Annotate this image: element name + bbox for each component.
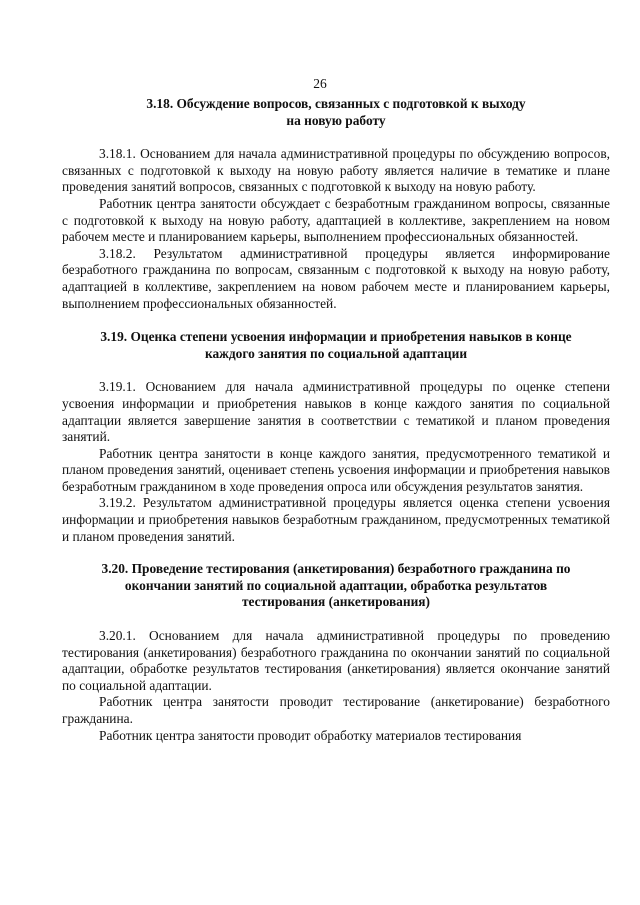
heading-line: окончании занятий по социальной адаптации, обработка результатов <box>124 577 548 593</box>
paragraph: 3.19.1. Основанием для начала административной процедуры по оценке степени усвоения информации и приобретения навыков в конце каждого занятия по социальной адаптации является завершение занятия в соответствии с тематикой и планом проведения занятий. <box>62 379 610 445</box>
paragraph: Работник центра занятости в конце каждого занятия, предусмотренного тематикой и планом проведения занятий, оценивает степень усвоения информации и приобретения навыков безработным гражданином в ходе проведения опроса или обсуждения результатов занятия. <box>62 445 610 494</box>
heading-line: 3.18. Обсуждение вопросов, связанных с подготовкой к выходу <box>146 96 526 111</box>
section-heading-3-19 <box>62 329 610 362</box>
paragraph: 3.20.1. Основанием для начала административной процедуры по проведению тестирования (анкетирования) безработного гражданина по окончании занятий по социальной адаптации, обработке результатов тестирования (анкетирования) является окончание занятий по социальной адаптации. <box>62 628 610 693</box>
paragraph: Работник центра занятости проводит тестирование (анкетирование) безработного гражданина. <box>62 694 610 726</box>
heading-line: тестирования (анкетирования) <box>241 594 431 610</box>
paragraph: 3.18.1. Основанием для начала административной процедуры по обсуждению вопросов, связанных с подготовкой к выходу на новую работу является наличие в тематике и плане проведения занятий вопросов, связанных с подготовкой к выходу на новую работу. <box>62 146 610 195</box>
page-number: 26 <box>313 76 327 91</box>
paragraph: 3.19.2. Результатом административной процедуры является оценка степени усвоения информации и приобретения навыков безработным гражданином, предусмотренных тематикой и планом проведения занятий. <box>62 495 610 544</box>
heading-line: 3.19. Оценка степени усвоения информации и приобретения навыков в конце <box>100 329 572 345</box>
section-heading-3-18 <box>62 96 610 129</box>
heading-line: 3.20. Проведение тестирования (анкетирования) безработного гражданина по <box>101 561 571 577</box>
paragraph: Работник центра занятости проводит обработку материалов тестирования <box>99 727 522 743</box>
heading-line: каждого занятия по социальной адаптации <box>204 345 468 361</box>
paragraph: 3.18.2. Результатом административной процедуры является информирование безработного гражданина по вопросам, связанным с подготовкой к выходу на новую работу, адаптацией в коллективе, закреплением на новом рабочем месте и планированием карьеры, выполнением профессиональных обязанностей. <box>62 245 610 311</box>
document-body <box>62 96 610 744</box>
paragraph: Работник центра занятости обсуждает с безработным гражданином вопросы, связанные с подготовкой к выходу на новую работу, адаптацией в коллективе, закреплением на новом рабочем месте и планированием карьеры, выполнением профессиональных обязанностей. <box>62 195 610 245</box>
heading-line: на новую работу <box>286 112 386 128</box>
section-heading-3-20 <box>62 561 610 611</box>
